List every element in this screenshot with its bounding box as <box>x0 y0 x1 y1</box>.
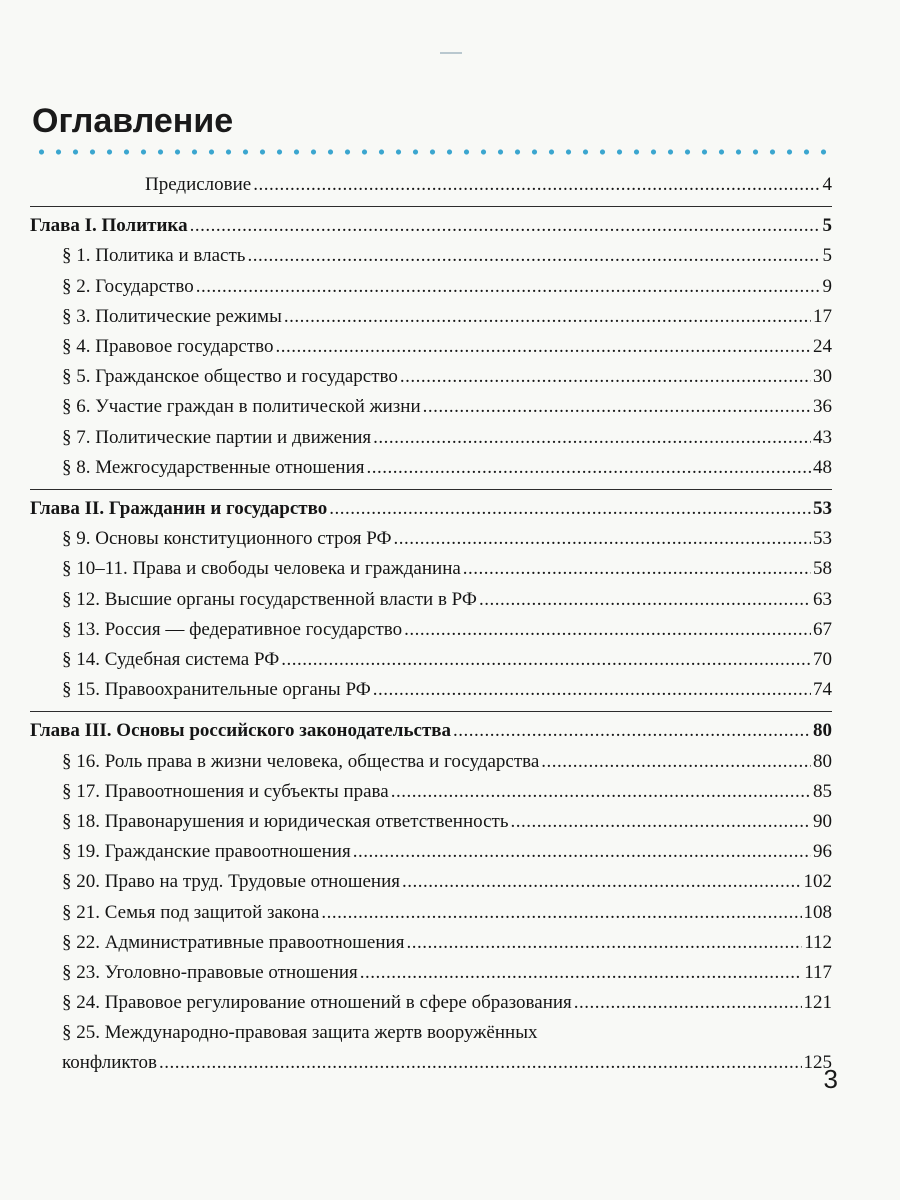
toc-section-page: 102 <box>803 871 832 893</box>
toc-section-title: § 18. Правонарушения и юридическая ответственность <box>62 811 509 832</box>
toc-chapter-2[interactable] <box>30 494 832 524</box>
toc-chapter-3-page: 80 <box>813 720 832 742</box>
toc-section-title: § 17. Правоотношения и субъекты права <box>62 780 389 802</box>
toc-section[interactable] <box>62 272 832 302</box>
dot-leader <box>253 170 820 200</box>
toc-section-title: § 5. Гражданское общество и государство <box>62 366 398 388</box>
toc-section-title: § 13. Россия — федеративное государство <box>62 618 403 640</box>
dot-leader <box>402 867 802 897</box>
toc-section-25-title-line2: конфликтов <box>62 1052 157 1074</box>
dot-leader <box>406 928 802 958</box>
toc-section[interactable] <box>62 747 832 777</box>
toc-section[interactable] <box>62 898 832 928</box>
toc-chapter-2-title: Глава II. Гражданин и государство <box>30 498 328 519</box>
toc-section[interactable] <box>62 453 832 483</box>
dot-leader <box>247 241 820 271</box>
dot-leader <box>281 645 811 675</box>
dot-leader <box>423 392 811 422</box>
dot-leader <box>373 423 811 453</box>
toc-section-page: 53 <box>813 528 832 550</box>
toc-section-page: 108 <box>803 901 832 923</box>
toc-section[interactable] <box>62 423 832 453</box>
toc-section[interactable] <box>62 958 832 988</box>
toc-section-page: 70 <box>813 649 832 670</box>
dot-leader <box>394 524 811 554</box>
toc-section[interactable] <box>62 392 832 422</box>
toc-section-page: 36 <box>813 396 832 418</box>
toc-chapter-1[interactable] <box>30 211 832 241</box>
page-number: 3 <box>823 1064 838 1094</box>
dot-leader <box>159 1048 802 1078</box>
toc-entry-preface-title: Предисловие <box>145 174 252 195</box>
toc-section-page: 17 <box>813 305 832 327</box>
dot-leader <box>373 675 811 705</box>
decorative-dotted-rule <box>33 146 833 158</box>
toc-section[interactable] <box>62 302 832 332</box>
toc-entry-preface-page: 4 <box>822 174 832 195</box>
toc-section-title: § 12. Высшие органы государственной власти в РФ <box>62 588 477 610</box>
toc-section-title: § 15. Правоохранительные органы РФ <box>62 679 371 701</box>
toc-section-page: 67 <box>813 618 832 640</box>
toc-section-25-page: 125 <box>803 1052 832 1074</box>
toc-section-title: § 24. Правовое регулирование отношений в сфере образования <box>62 992 572 1014</box>
dot-leader <box>541 747 811 777</box>
toc-section-page: 30 <box>813 366 832 388</box>
dot-leader <box>321 898 801 928</box>
toc-section-page: 112 <box>804 931 832 953</box>
toc-section-title: § 20. Право на труд. Трудовые отношения <box>62 871 400 893</box>
toc-section-page: 96 <box>813 841 832 863</box>
toc-section-title: § 23. Уголовно-правовые отношения <box>62 962 358 983</box>
dot-leader <box>404 615 811 645</box>
toc-section[interactable] <box>62 928 832 958</box>
page-title: Оглавление <box>32 102 234 140</box>
chapter-separator-1 <box>30 489 832 490</box>
toc-chapter-3[interactable] <box>30 716 832 746</box>
toc-section-25-title-line1: § 25. Международно-правовая защита жертв вооружённых <box>62 1022 538 1044</box>
toc-section-page: 5 <box>822 245 832 267</box>
toc-section-page: 63 <box>813 588 832 610</box>
toc-entry-preface[interactable] <box>145 170 832 200</box>
toc-section-title: § 6. Участие граждан в политической жизни <box>62 396 421 418</box>
dot-leader <box>391 777 811 807</box>
toc-section-page: 58 <box>813 558 832 580</box>
dot-leader <box>196 272 821 302</box>
toc-chapter-1-title: Глава I. Политика <box>30 215 188 237</box>
toc-section-page: 117 <box>804 962 832 983</box>
toc-section[interactable] <box>62 988 832 1018</box>
dot-leader <box>353 837 811 867</box>
toc-section-title: § 9. Основы конституционного строя РФ <box>62 528 392 550</box>
toc-chapter-3-title: Глава III. Основы российского законодательства <box>30 720 452 742</box>
toc-section-title: § 19. Гражданские правоотношения <box>62 841 351 863</box>
chapter-separator-0 <box>30 206 832 207</box>
dot-leader <box>574 988 802 1018</box>
toc-section[interactable] <box>62 777 832 807</box>
dot-leader <box>284 302 811 332</box>
toc-section-page: 24 <box>813 336 832 357</box>
toc-chapter-2-page: 53 <box>813 498 832 519</box>
toc-section[interactable] <box>62 645 832 675</box>
dot-leader <box>453 716 811 746</box>
dot-leader <box>329 494 811 524</box>
dot-leader <box>360 958 802 988</box>
toc-section-page: 90 <box>813 811 832 832</box>
toc-section-page: 9 <box>822 275 832 297</box>
dot-leader <box>479 585 811 615</box>
toc-section[interactable] <box>62 554 832 584</box>
toc-section-page: 85 <box>813 780 832 802</box>
toc-section-page: 48 <box>813 456 832 478</box>
toc-section-title: § 21. Семья под защитой закона <box>62 901 320 923</box>
toc-section-page: 43 <box>813 426 832 448</box>
toc-section-title: § 8. Межгосударственные отношения <box>62 456 365 478</box>
dot-leader <box>367 453 811 483</box>
toc-section-page: 80 <box>813 750 832 772</box>
toc-section-25[interactable] <box>62 1018 832 1078</box>
page-top-mark <box>440 52 462 54</box>
toc-section-page: 74 <box>813 679 832 701</box>
toc-section[interactable] <box>62 807 832 837</box>
toc-section[interactable] <box>62 524 832 554</box>
toc-section[interactable] <box>62 332 832 362</box>
toc-section-title: § 16. Роль права в жизни человека, общества и государства <box>62 750 540 772</box>
toc-section[interactable] <box>62 675 832 705</box>
dot-leader <box>463 554 811 584</box>
toc-section[interactable] <box>62 241 832 271</box>
toc-section-title: § 7. Политические партии и движения <box>62 426 372 448</box>
toc-section-page: 121 <box>803 992 832 1014</box>
toc-section[interactable] <box>62 362 832 392</box>
chapter-separator-2 <box>30 711 832 712</box>
dot-leader <box>400 362 811 392</box>
dot-leader <box>190 211 821 241</box>
toc-section-title: § 22. Административные правоотношения <box>62 931 405 953</box>
toc-section-title: § 1. Политика и власть <box>62 245 246 267</box>
toc-section-title: § 2. Государство <box>62 275 194 297</box>
dot-leader <box>275 332 811 362</box>
toc-section-title: § 10–11. Права и свободы человека и гражданина <box>62 558 461 580</box>
toc-section[interactable] <box>62 867 832 897</box>
toc-section-title: § 3. Политические режимы <box>62 305 282 327</box>
toc-section[interactable] <box>62 615 832 645</box>
dot-leader <box>510 807 811 837</box>
toc-section[interactable] <box>62 585 832 615</box>
toc-chapter-1-page: 5 <box>822 215 832 237</box>
toc-section[interactable] <box>62 837 832 867</box>
toc-section-title: § 4. Правовое государство <box>62 336 274 357</box>
toc-section-title: § 14. Судебная система РФ <box>62 649 280 670</box>
